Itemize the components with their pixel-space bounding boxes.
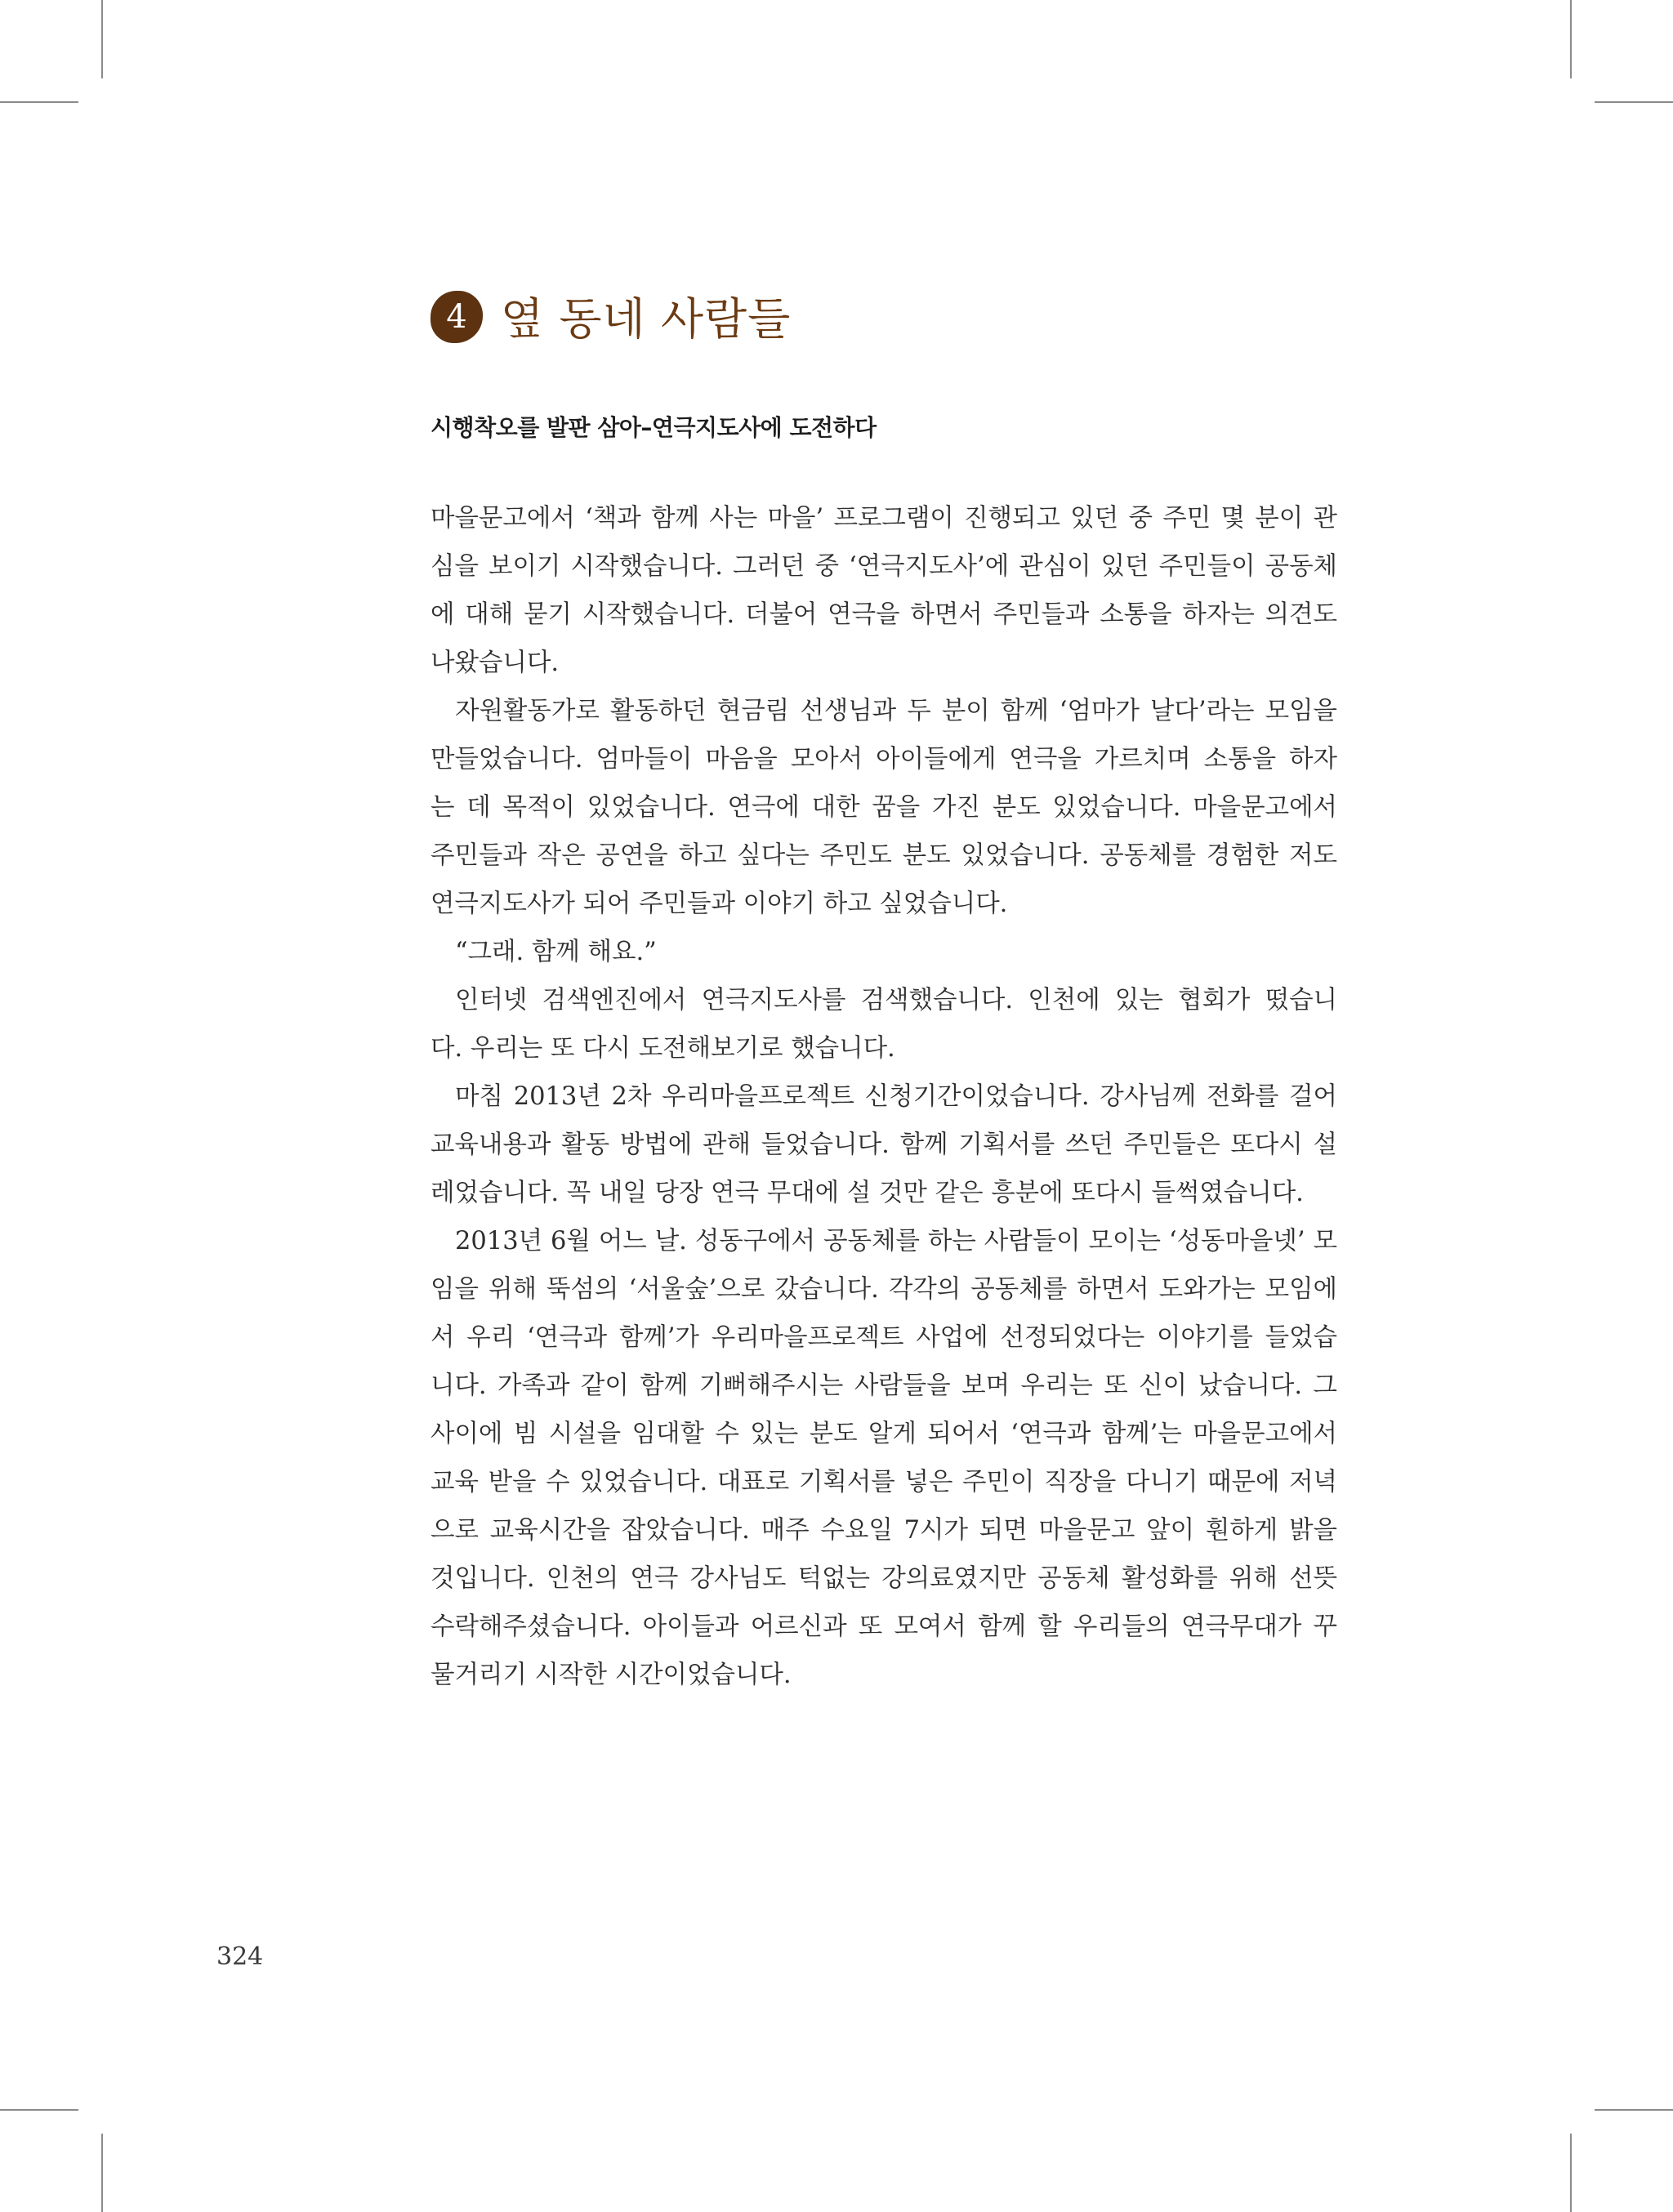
body-line: 만들었습니다. 엄마들이 마음을 모아서 아이들에게 연극을 가르치며 소통을 하자 — [431, 745, 1337, 774]
body-line: 니다. 가족과 같이 함께 기뻐해주시는 사람들을 보며 우리는 또 신이 났습니다. 그 — [431, 1371, 1337, 1400]
body-line: 으로 교육시간을 잡았습니다. 매주 수요일 7시가 되면 마을문고 앞이 훤하게 밝을 — [431, 1516, 1337, 1545]
crop-mark-top-left-vertical — [101, 0, 103, 78]
body-line: 마을문고에서 ‘책과 함께 사는 마을’ 프로그램이 진행되고 있던 중 주민 몇 분이 관 — [431, 504, 1337, 533]
body-line: 사이에 빔 시설을 임대할 수 있는 분도 알게 되어서 ‘연극과 함께’는 마을문고에서 — [431, 1420, 1337, 1448]
body-line: 서 우리 ‘연극과 함께’가 우리마을프로젝트 사업에 선정되었다는 이야기를 들었습 — [431, 1323, 1337, 1352]
body-line: 주민들과 작은 공연을 하고 싶다는 주민도 분도 있었습니다. 공동체를 경험한 저도 — [431, 841, 1337, 870]
body-line: 에 대해 묻기 시작했습니다. 더불어 연극을 하면서 주민들과 소통을 하자는 의견도 — [431, 600, 1337, 629]
body-line: 교육 받을 수 있었습니다. 대표로 기획서를 넣은 주민이 직장을 다니기 때문에 저녁 — [431, 1468, 1337, 1496]
crop-mark-top-left-horizontal — [0, 101, 78, 103]
body-line: 나왔습니다. — [431, 649, 560, 677]
body-line: 자원활동가로 활동하던 현금림 선생님과 두 분이 함께 ‘엄마가 날다’라는 모임을 — [455, 697, 1337, 725]
chapter-heading — [431, 283, 791, 348]
body-line: 임을 위해 뚝섬의 ‘서울숲’으로 갔습니다. 각각의 공동체를 하면서 도와가는 모임에 — [431, 1275, 1337, 1304]
page-number: 324 — [216, 1942, 264, 1971]
body-line: 레었습니다. 꼭 내일 당장 연극 무대에 설 것만 같은 흥분에 또다시 들썩였습니다. — [431, 1179, 1304, 1207]
crop-mark-bottom-right-horizontal — [1595, 2109, 1673, 2111]
body-line: 심을 보이기 시작했습니다. 그러던 중 ‘연극지도사’에 관심이 있던 주민들이 공동체 — [431, 552, 1337, 581]
body-line: “그래. 함께 해요.” — [455, 938, 657, 966]
crop-mark-top-right-vertical — [1570, 0, 1572, 78]
chapter-number: 4 — [446, 298, 467, 336]
chapter-number-badge — [431, 291, 483, 343]
body-line: 연극지도사가 되어 주민들과 이야기 하고 싶었습니다. — [431, 890, 1008, 918]
body-line: 는 데 목적이 있었습니다. 연극에 대한 꿈을 가진 분도 있었습니다. 마을문고에서 — [431, 793, 1337, 822]
crop-mark-top-right-horizontal — [1595, 101, 1673, 103]
body-line: 것입니다. 인천의 연극 강사님도 턱없는 강의료였지만 공동체 활성화를 위해 선뜻 — [431, 1564, 1337, 1593]
crop-mark-bottom-left-horizontal — [0, 2109, 78, 2111]
section-subtitle: 시행착오를 발판 삼아–연극지도사에 도전하다 — [431, 414, 877, 441]
crop-mark-bottom-right-vertical — [1570, 2134, 1572, 2212]
chapter-title: 옆 동네 사람들 — [501, 292, 792, 345]
body-line: 2013년 6월 어느 날. 성동구에서 공동체를 하는 사람들이 모이는 ‘성동마을넷’ 모 — [455, 1227, 1337, 1255]
body-text — [431, 494, 1337, 1699]
body-line: 수락해주셨습니다. 아이들과 어르신과 또 모여서 함께 할 우리들의 연극무대가 꾸 — [431, 1612, 1337, 1641]
body-line: 물거리기 시작한 시간이었습니다. — [431, 1661, 792, 1689]
crop-mark-bottom-left-vertical — [101, 2134, 103, 2212]
body-line: 마침 2013년 2차 우리마을프로젝트 신청기간이었습니다. 강사님께 전화를 걸어 — [455, 1082, 1337, 1111]
body-line: 인터넷 검색엔진에서 연극지도사를 검색했습니다. 인천에 있는 협회가 떴습니 — [455, 986, 1337, 1015]
body-line: 다. 우리는 또 다시 도전해보기로 했습니다. — [431, 1034, 895, 1063]
body-line: 교육내용과 활동 방법에 관해 들었습니다. 함께 기획서를 쓰던 주민들은 또다시 설 — [431, 1131, 1337, 1159]
